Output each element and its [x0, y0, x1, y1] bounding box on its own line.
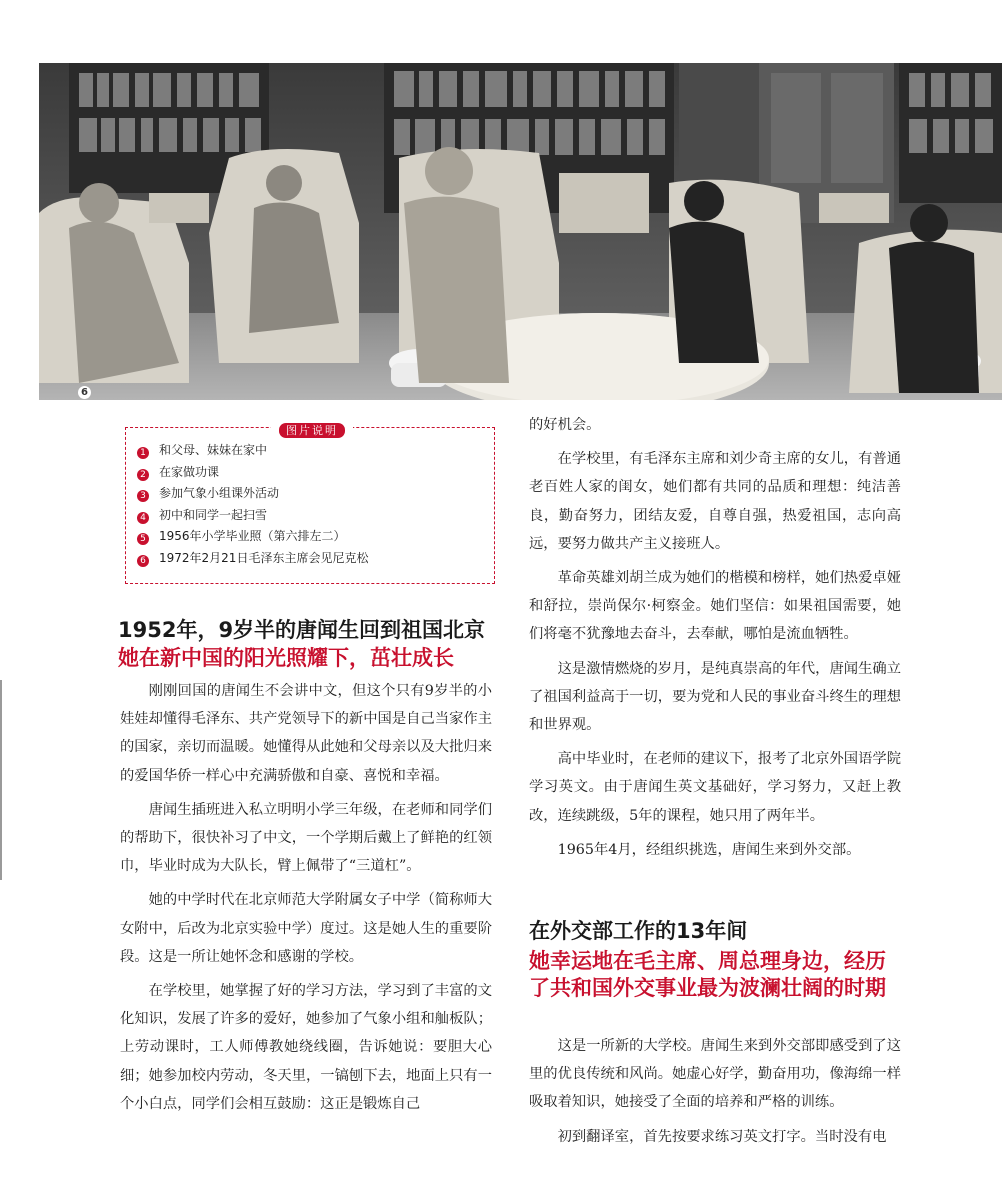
body-paragraph: 她的中学时代在北京师范大学附属女子中学（简称师大女附中，后改为北京实验中学）度过。这是她人生的重要阶段。这是一所让她怀念和感谢的学校。 [120, 892, 492, 965]
caption-item [137, 526, 368, 548]
body-paragraph: 在学校里，她掌握了好的学习方法，学习到了丰富的文化知识，发展了许多的爱好，她参加了气象小组和舢板队；上劳动课时，工人师傅教她绕线圈，告诉她说：要胆大心细；她参加校内劳动，冬天里，一镐刨下去，地面上只有一个小白点，同学们会相互鼓励：这正是锻炼自己 [120, 983, 492, 1112]
body-paragraph: 这是一所新的大学校。唐闻生来到外交部即感受到了这里的优良传统和风尚。她虚心好学，勤奋用功，像海绵一样吸取着知识，她接受了全面的培养和严格的训练。 [529, 1038, 901, 1111]
body-paragraph: 这是激情燃烧的岁月，是纯真崇高的年代，唐闻生确立了祖国利益高于一切，要为党和人民的事业奋斗终生的理想和世界观。 [529, 660, 901, 734]
caption-title [271, 419, 353, 435]
page-edge-mark [0, 680, 2, 880]
section2-subheading: 她幸运地在毛主席、周总理身边，经历了共和国外交事业最为波澜壮阔的时期 [529, 949, 886, 1000]
caption-text: 在家做功课 [159, 464, 220, 479]
caption-list [137, 440, 368, 569]
caption-text: 参加气象小组课外活动 [159, 486, 280, 500]
right-column-top [529, 411, 901, 870]
caption-number-icon: 1 [137, 447, 149, 459]
section2-heading: 在外交部工作的13年间 [529, 919, 748, 943]
body-paragraph: 刚刚回国的唐闻生不会讲中文，但这个只有9岁半的小娃娃却懂得毛泽东、共产党领导下的新中国是自己当家作主的国家，亲切而温暖。她懂得从此她和父母亲以及大批归来的爱国华侨一样心中充满骄傲和自豪、喜悦和幸福。 [120, 683, 492, 784]
section1-heading: 1952年，9岁半的唐闻生回到祖国北京 [118, 618, 486, 642]
caption-item [137, 462, 368, 484]
body-paragraph: 高中毕业时，在老师的建议下，报考了北京外国语学院学习英文。由于唐闻生英文基础好，学习努力，又赶上教改，连续跳级，5年的课程，她只用了两年半。 [529, 751, 901, 824]
caption-title-label: 图片说明 [279, 423, 345, 438]
body-paragraph: 1965年4月，经组织挑选，唐闻生来到外交部。 [557, 841, 861, 858]
body-paragraph: 初到翻译室，首先按要求练习英文打字。当时没有电 [557, 1128, 887, 1145]
photo-number-badge: 6 [78, 386, 91, 399]
photo-illustration [39, 63, 1002, 400]
left-column [120, 677, 492, 1124]
continuation-text: 的好机会。 [529, 417, 601, 433]
caption-item [137, 440, 368, 462]
body-paragraph: 在学校里，有毛泽东主席和刘少奇主席的女儿，有普通老百姓人家的闺女，她们都有共同的品质和理想：纯洁善良，勤奋努力，团结友爱，自尊自强，热爱祖国，志向高远，要努力做共产主义接班人。 [529, 451, 901, 552]
caption-text: 1956年小学毕业照（第六排左二） [159, 529, 346, 543]
caption-item [137, 548, 368, 570]
caption-number-icon: 4 [137, 512, 149, 524]
caption-text: 初中和同学一起扫雪 [159, 507, 268, 522]
caption-text: 1972年2月21日毛泽东主席会见尼克松 [159, 550, 369, 565]
caption-number-icon: 5 [137, 533, 149, 545]
section1-subheading: 她在新中国的阳光照耀下，茁壮成长 [118, 646, 454, 670]
caption-text: 和父母、妹妹在家中 [159, 443, 268, 457]
historical-photo [39, 63, 1002, 400]
caption-item [137, 483, 368, 505]
caption-item [137, 505, 368, 527]
caption-number-icon: 2 [137, 469, 149, 481]
caption-number-icon: 3 [137, 490, 149, 502]
body-paragraph: 唐闻生插班进入私立明明小学三年级，在老师和同学们的帮助下，很快补习了中文，一个学期后戴上了鲜艳的红领巾，毕业时成为大队长，臂上佩带了“三道杠”。 [120, 801, 492, 875]
right-column-bottom [529, 1032, 901, 1157]
body-paragraph: 革命英雄刘胡兰成为她们的楷模和榜样，她们热爱卓娅和舒拉，崇尚保尔·柯察金。她们坚信：如果祖国需要，她们将毫不犹豫地去奋斗，去奉献，哪怕是流血牺牲。 [529, 570, 901, 643]
caption-number-icon: 6 [137, 555, 149, 567]
